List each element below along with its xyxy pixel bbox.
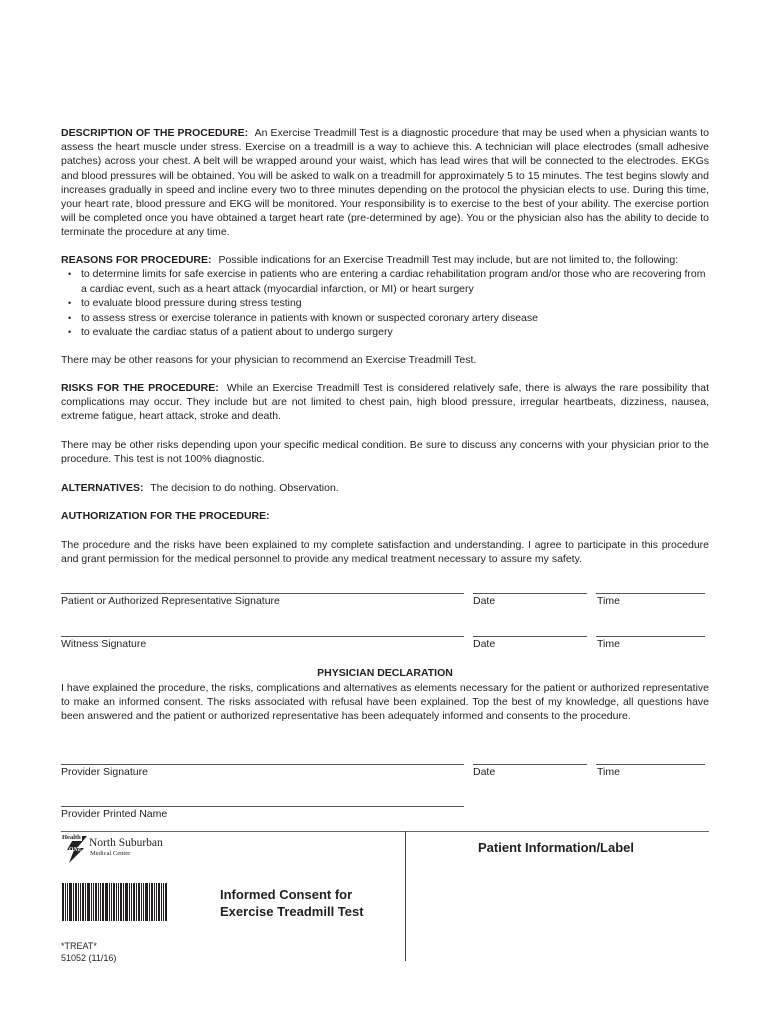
witness-signature-line[interactable]: [61, 636, 464, 637]
provider-date-line[interactable]: [473, 764, 587, 765]
reasons-other: There may be other reasons for your physician to recommend an Exercise Treadmill Test.: [61, 354, 477, 366]
barcode-bar: [69, 883, 72, 921]
barcode-bar: [75, 883, 77, 921]
form-code: *TREAT*: [61, 941, 97, 951]
patient-time-label: Time: [597, 595, 620, 607]
barcode-bar: [82, 883, 84, 921]
barcode-bar: [138, 883, 140, 921]
barcode-bar: [73, 883, 74, 921]
barcode-bar: [118, 883, 119, 921]
north-suburban-logo: [61, 834, 186, 864]
physician-declaration-text: I have explained the procedure, the risks, complications and alternatives as elements necessary for the patient or authorized representative to make an informed consent. The risks associated with refusal have been explained. Top the best of my knowledge, all questions have been answered and the patient or authorized representative has been adequately informed and consents to the procedure.: [61, 682, 709, 723]
form-codes: [61, 940, 116, 964]
barcode-bar: [85, 883, 86, 921]
reasons-list: [68, 267, 710, 340]
reasons-heading: REASONS FOR PROCEDURE:: [61, 254, 212, 266]
provider-time-line[interactable]: [596, 764, 705, 765]
barcode-bar: [80, 883, 81, 921]
patient-signature-line[interactable]: [61, 593, 464, 594]
logo-mark-bottom: ONE: [69, 847, 82, 853]
description-section: [61, 126, 709, 240]
list-item: • to evaluate blood pressure during stress testing: [68, 297, 302, 309]
barcode-bar: [165, 883, 167, 921]
logo-subtitle: Medical Center: [90, 850, 131, 857]
bullet-icon: •: [68, 269, 72, 279]
barcode-bar: [141, 883, 142, 921]
bullet-icon: •: [68, 298, 72, 308]
barcode-bar: [98, 883, 99, 921]
barcode: [62, 883, 174, 921]
barcode-bar: [95, 883, 97, 921]
provider-signature-line[interactable]: [61, 764, 464, 765]
risks-other: There may be other risks depending upon your specific medical condition. Be sure to discuss any concerns with your physician prior to the procedure. This test is not 100% diagnostic.: [61, 439, 709, 466]
provider-date-label: Date: [473, 766, 496, 778]
barcode-bar: [129, 883, 130, 921]
physician-declaration-heading: PHYSICIAN DECLARATION: [317, 667, 453, 679]
authorization-heading: AUTHORIZATION FOR THE PROCEDURE:: [61, 510, 270, 522]
barcode-bar: [113, 883, 115, 921]
barcode-bar: [161, 883, 162, 921]
form-title-line2: Exercise Treadmill Test: [220, 904, 364, 919]
barcode-bar: [100, 883, 101, 921]
barcode-bar: [120, 883, 122, 921]
witness-time-label: Time: [597, 638, 620, 650]
description-heading: DESCRIPTION OF THE PROCEDURE:: [61, 127, 249, 139]
alternatives-section: [61, 481, 709, 495]
barcode-bar: [111, 883, 112, 921]
barcode-bar: [131, 883, 132, 921]
bullet-icon: •: [68, 327, 72, 337]
list-item: • to determine limits for safe exercise in patients who are entering a cardiac rehabilitation program and/or those who are recovering from a cardiac event, such as a heart attack (myocardial infarction, or MI) or heart surgery: [68, 268, 706, 295]
provider-printed-name-label: Provider Printed Name: [61, 808, 168, 820]
reasons-text: Possible indications for an Exercise Treadmill Test may include, but are not limited to, the following:: [218, 254, 679, 266]
authorization-text: The procedure and the risks have been explained to my complete satisfaction and understanding. I agree to participate in this procedure and grant permission for the medical personnel to provide any medical treatment necessary to assure my safety.: [61, 539, 709, 566]
barcode-bar: [125, 883, 128, 921]
barcode-bar: [133, 883, 135, 921]
form-title-line1: Informed Consent for: [220, 887, 353, 902]
barcode-bar: [163, 883, 164, 921]
provider-printed-name-line[interactable]: [61, 806, 464, 807]
reasons-section: [61, 253, 709, 267]
patient-date-label: Date: [473, 595, 496, 607]
barcode-bar: [151, 883, 153, 921]
barcode-bar: [78, 883, 79, 921]
list-item: • to assess stress or exercise tolerance in patients with known or suspected coronary artery disease: [68, 311, 538, 324]
provider-signature-label: Provider Signature: [61, 766, 148, 778]
barcode-bar: [65, 883, 66, 921]
barcode-bar: [143, 883, 144, 921]
risks-heading: RISKS FOR THE PROCEDURE:: [61, 382, 219, 394]
barcode-bar: [158, 883, 160, 921]
logo-name: North Suburban: [89, 837, 163, 849]
barcode-bar: [156, 883, 157, 921]
alternatives-heading: ALTERNATIVES:: [61, 482, 144, 494]
witness-date-label: Date: [473, 638, 496, 650]
witness-time-line[interactable]: [596, 636, 705, 637]
barcode-bar: [91, 883, 92, 921]
alternatives-text: The decision to do nothing. Observation.: [150, 482, 339, 494]
form-number: 51052 (11/16): [61, 953, 117, 963]
risks-text: While an Exercise Treadmill Test is considered relatively safe, there is always the rare possibility that complications may occur. They include but are not limited to chest pain, high blood pressure, irregular heartbeats, dizziness, nausea, extreme fatigue, heart attack, stroke and death.: [61, 382, 710, 423]
barcode-bar: [116, 883, 117, 921]
footer-divider: [61, 831, 709, 832]
description-text: An Exercise Treadmill Test is a diagnostic procedure that may be used when a physician wants to assess the heart muscle under stress. Exercise on a treadmill is a way to achieve this. A technician will place electrodes (small adhesive patches) across your chest. A belt will be wrapped around your waist, which has lead wires that will be connected to the electrodes. EKGs and blood pressures will be obtained. You will be asked to walk on a treadmill for approximately 5 to 15 minutes. The test begins slowly and increases gradually in speed and incline every two to three minutes depending on the protocol the physician elects to use. During this time, your heart rate, blood pressure and EKG will be monitored. Your responsibility is to exercise to the best of your ability. The exercise portion will be completed once you have obtained a target heart rate (pre-determined by age). You or the physician also has the ability to decide to terminate the procedure at any time.: [61, 127, 709, 239]
barcode-bar: [154, 883, 155, 921]
patient-signature-label: Patient or Authorized Representative Signature: [61, 595, 280, 607]
witness-date-line[interactable]: [473, 636, 587, 637]
barcode-bar: [149, 883, 150, 921]
barcode-bar: [87, 883, 90, 921]
risks-section: [61, 381, 709, 424]
barcode-bar: [145, 883, 148, 921]
logo-mark-top: Health: [62, 834, 81, 841]
witness-signature-label: Witness Signature: [61, 638, 147, 650]
barcode-bar: [105, 883, 108, 921]
barcode-bar: [136, 883, 137, 921]
list-item: • to evaluate the cardiac status of a patient about to undergo surgery: [68, 326, 393, 338]
barcode-bar: [62, 883, 64, 921]
footer-vertical-divider: [405, 831, 406, 961]
barcode-bar: [102, 883, 104, 921]
form-title: [220, 886, 364, 920]
bullet-icon: •: [68, 312, 72, 323]
barcode-bar: [123, 883, 124, 921]
provider-time-label: Time: [597, 766, 620, 778]
barcode-bar: [67, 883, 68, 921]
patient-information-label: Patient Information/Label: [478, 840, 635, 855]
patient-date-line[interactable]: [473, 593, 587, 594]
patient-time-line[interactable]: [596, 593, 705, 594]
barcode-bar: [109, 883, 110, 921]
barcode-bar: [93, 883, 94, 921]
